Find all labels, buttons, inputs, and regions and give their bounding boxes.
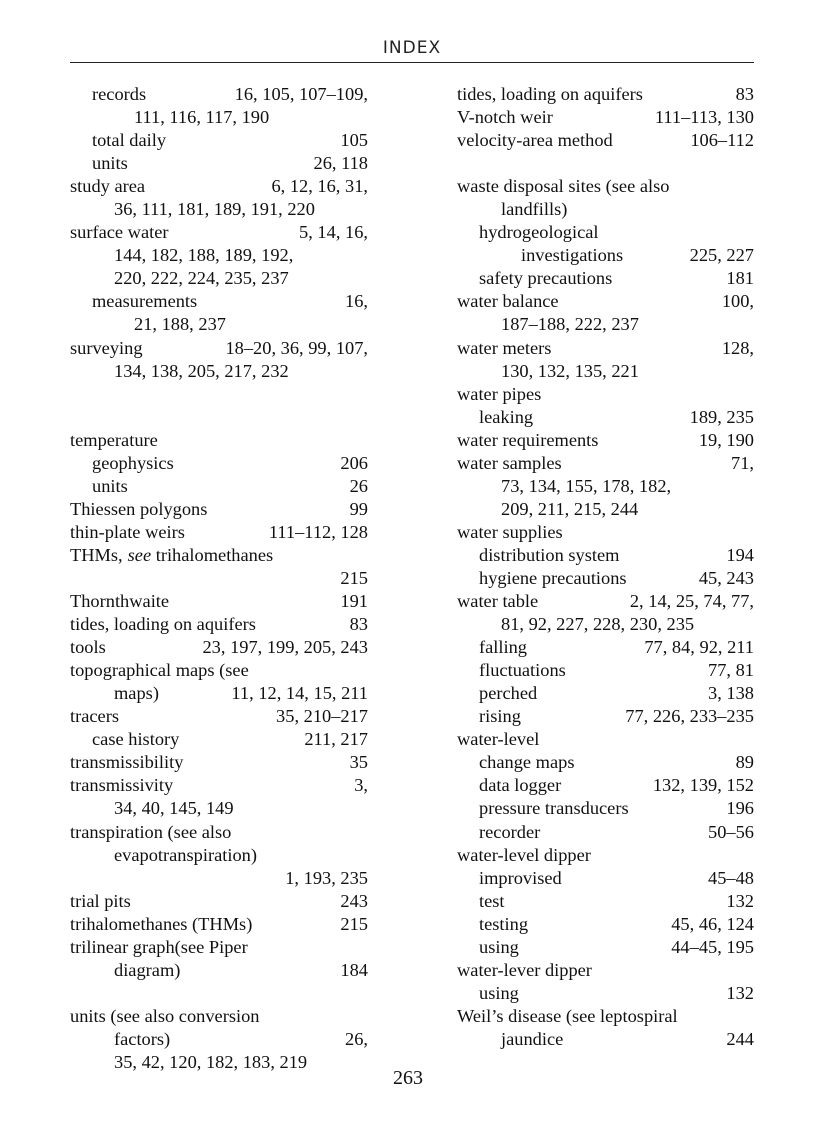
index-term: surface water (70, 222, 169, 243)
index-term: tides, loading on aquifers (70, 614, 256, 635)
index-entry (457, 1005, 754, 1028)
index-term: hygiene precautions (479, 567, 627, 588)
index-text: 130, 132, 135, 221 (501, 360, 639, 381)
index-entry (457, 867, 754, 890)
index-page-refs: 16, (345, 291, 368, 312)
index-text: transpiration (see also (70, 821, 232, 842)
index-entry (457, 383, 754, 406)
index-term: tides, loading on aquifers (457, 84, 643, 104)
index-term: rising (479, 706, 521, 727)
index-entry (457, 429, 754, 452)
index-entry (70, 290, 368, 313)
index-page-refs: 50–56 (708, 821, 754, 842)
index-text: water-level (457, 729, 540, 750)
index-page-refs: 23, 197, 199, 205, 243 (202, 637, 368, 658)
index-entry (457, 682, 754, 705)
index-entry (457, 959, 754, 982)
see-reference: see (127, 544, 152, 565)
index-entry (70, 797, 368, 820)
index-page-refs: 211, 217 (304, 729, 368, 750)
index-term: water table (457, 591, 539, 612)
index-entry (70, 590, 368, 613)
index-page-refs: 11, 12, 14, 15, 211 (231, 683, 368, 704)
index-column-right (457, 83, 754, 1051)
index-term: Thornthwaite (70, 591, 170, 612)
index-entry (457, 475, 754, 498)
index-entry (457, 175, 754, 198)
index-term: test (479, 890, 505, 911)
index-entry (457, 406, 754, 429)
index-page-refs: 2, 14, 25, 74, 77, (629, 591, 754, 612)
index-page-refs: 243 (340, 890, 368, 911)
index-page-refs: 77, 84, 92, 211 (644, 637, 754, 658)
index-entry (457, 221, 754, 244)
index-term: transmissibility (70, 752, 184, 773)
index-term: distribution system (479, 544, 620, 565)
index-entry (457, 129, 754, 152)
index-page-refs: 45–48 (708, 867, 754, 888)
index-page-refs: 215 (340, 913, 368, 934)
index-page-refs: 1, 193, 235 (285, 867, 368, 888)
index-entry (457, 728, 754, 751)
index-term: water balance (457, 291, 559, 312)
index-text: units (see also conversion (70, 1005, 260, 1026)
index-entry (457, 1028, 754, 1051)
index-page-refs: 26, (345, 1028, 368, 1049)
index-entry (70, 821, 368, 844)
index-text: topographical maps (see (70, 660, 249, 681)
index-entry (457, 821, 754, 844)
index-page-refs: 194 (726, 544, 754, 565)
index-page-refs: 45, 46, 124 (671, 913, 754, 934)
index-page-refs: 100, (721, 291, 754, 312)
index-entry (457, 636, 754, 659)
index-page-refs: 244 (726, 1028, 754, 1049)
index-page-refs: 89 (735, 752, 754, 773)
index-text: Weil’s disease (see leptospiral (457, 1005, 678, 1026)
index-entry (457, 567, 754, 590)
index-page-refs: 71, (731, 452, 754, 473)
index-page-refs: 132 (726, 890, 754, 911)
index-entry (457, 244, 754, 267)
index-entry (70, 636, 368, 659)
index-term: diagram) (114, 959, 181, 980)
index-entry (457, 267, 754, 290)
index-entry (457, 751, 754, 774)
index-page-refs: 83 (735, 84, 754, 104)
index-entry (457, 659, 754, 682)
index-entry (70, 751, 368, 774)
index-page-refs: 19, 190 (698, 429, 754, 450)
index-term: using (479, 982, 519, 1003)
index-page-refs: 35, 210–217 (276, 706, 368, 727)
index-entry (70, 1005, 368, 1028)
index-entry (457, 913, 754, 936)
index-entry (457, 797, 754, 820)
index-term: V-notch weir (457, 107, 553, 128)
index-spacer (70, 383, 368, 406)
index-page-refs: 128, (721, 337, 754, 358)
index-entry (457, 83, 754, 106)
index-entry (457, 521, 754, 544)
index-entry (70, 1028, 368, 1051)
index-page-refs: 77, 81 (708, 660, 754, 681)
index-entry (457, 337, 754, 360)
index-term: tracers (70, 706, 120, 727)
index-page-refs: 18–20, 36, 99, 107, (225, 337, 368, 358)
index-term: falling (479, 637, 528, 658)
index-term: thin-plate weirs (70, 521, 185, 542)
index-page-refs: 45, 243 (698, 567, 754, 588)
index-page-refs: 132 (726, 982, 754, 1003)
index-entry (70, 337, 368, 360)
index-entry (70, 867, 368, 890)
index-term: safety precautions (479, 268, 613, 289)
header-rule (70, 62, 754, 63)
index-text: 134, 138, 205, 217, 232 (114, 360, 289, 381)
index-text: landfills) (501, 199, 568, 220)
index-page-refs: 196 (726, 798, 754, 819)
index-entry (70, 913, 368, 936)
index-entry (457, 452, 754, 475)
running-header: INDEX (382, 38, 442, 58)
index-spacer (457, 152, 754, 175)
index-entry (457, 982, 754, 1005)
index-page-refs: 191 (340, 591, 368, 612)
index-page-refs: 111–112, 128 (268, 521, 368, 542)
index-term: measurements (92, 291, 198, 312)
index-entry (70, 83, 368, 106)
index-term: testing (479, 913, 529, 934)
index-text: water supplies (457, 521, 563, 542)
index-entry (70, 221, 368, 244)
index-term: improvised (479, 867, 562, 888)
index-entry (457, 106, 754, 129)
index-text: temperature (70, 429, 158, 450)
index-term: surveying (70, 337, 143, 358)
index-entry (70, 175, 368, 198)
index-entry (70, 313, 368, 336)
index-entry (457, 590, 754, 613)
index-term: units (92, 153, 128, 174)
index-page-refs: 184 (340, 959, 368, 980)
index-term: pressure transducers (479, 798, 629, 819)
index-term: perched (479, 683, 538, 704)
index-text: 21, 188, 237 (134, 314, 226, 335)
index-term: THMs, (70, 544, 123, 565)
index-term: study area (70, 176, 146, 197)
index-entry (70, 106, 368, 129)
index-entry (457, 544, 754, 567)
page-number: 263 (393, 1067, 423, 1089)
index-text: water pipes (457, 383, 542, 404)
index-entry (70, 959, 368, 982)
index-term: using (479, 936, 519, 957)
index-entry (457, 705, 754, 728)
index-entry (457, 613, 754, 636)
index-entry (457, 290, 754, 313)
index-page-refs: 206 (340, 452, 368, 473)
index-text: 209, 211, 215, 244 (501, 498, 639, 519)
index-entry (70, 890, 368, 913)
index-page-refs: 111–113, 130 (654, 107, 754, 128)
index-page-refs: 83 (349, 614, 368, 635)
index-page-refs: 181 (726, 268, 754, 289)
index-entry (457, 360, 754, 383)
index-entry (457, 498, 754, 521)
index-text: 187–188, 222, 237 (501, 314, 639, 335)
index-entry (70, 452, 368, 475)
index-entry (457, 774, 754, 797)
index-text: 81, 92, 227, 228, 230, 235 (501, 614, 695, 635)
index-term: water requirements (457, 429, 599, 450)
index-term: jaundice (501, 1028, 564, 1049)
index-entry (457, 313, 754, 336)
index-term: Thiessen polygons (70, 498, 208, 519)
index-spacer (70, 982, 368, 1005)
index-page-refs: 16, 105, 107–109, (234, 84, 368, 104)
index-entry (70, 936, 368, 959)
index-column-left (70, 83, 368, 1074)
index-page-refs: 5, 14, 16, (299, 222, 368, 243)
index-page-refs: 99 (349, 498, 368, 519)
index-entry (70, 774, 368, 797)
index-term: units (92, 475, 128, 496)
index-entry (70, 844, 368, 867)
index-term: factors) (114, 1028, 171, 1049)
index-entry (70, 613, 368, 636)
index-text: waste disposal sites (see also (457, 176, 670, 197)
index-page-refs: 35 (349, 752, 368, 773)
index-entry (70, 129, 368, 152)
index-text: 34, 40, 145, 149 (114, 798, 234, 819)
index-entry (457, 936, 754, 959)
index-entry (457, 198, 754, 221)
index-term: trihalomethanes (THMs) (70, 913, 253, 934)
index-entry (70, 521, 368, 544)
index-term: trial pits (70, 890, 131, 911)
index-entry (70, 544, 368, 567)
index-page-refs: 189, 235 (689, 406, 754, 427)
index-text: 35, 42, 120, 182, 183, 219 (114, 1051, 308, 1072)
index-term: geophysics (92, 452, 174, 473)
index-term: investigations (521, 245, 624, 266)
index-term: maps) (114, 683, 159, 704)
index-term: transmissivity (70, 775, 174, 796)
index-entry (70, 659, 368, 682)
see-target: trihalomethanes (155, 544, 274, 565)
index-page-refs: 77, 226, 233–235 (625, 706, 754, 727)
index-page-refs: 105 (340, 130, 368, 151)
index-page-refs: 44–45, 195 (671, 936, 754, 957)
index-text: 144, 182, 188, 189, 192, (114, 245, 294, 266)
index-text: hydrogeological (479, 222, 599, 243)
index-term: total daily (92, 130, 167, 151)
index-page-refs: 6, 12, 16, 31, (271, 176, 368, 197)
index-entry (457, 890, 754, 913)
index-entry (70, 198, 368, 221)
index-entry (70, 705, 368, 728)
index-text: evapotranspiration) (114, 844, 257, 865)
index-entry (70, 567, 368, 590)
index-page-refs: 3, (354, 775, 368, 796)
index-term: velocity-area method (457, 130, 613, 151)
index-term: records (92, 84, 147, 104)
index-text: trilinear graph(see Piper (70, 936, 248, 957)
index-text: 111, 116, 117, 190 (134, 107, 270, 128)
index-entry (70, 429, 368, 452)
index-text: 220, 222, 224, 235, 237 (114, 268, 289, 289)
index-entry (70, 682, 368, 705)
index-term: water meters (457, 337, 552, 358)
index-page-refs: 132, 139, 152 (652, 775, 754, 796)
index-entry (70, 267, 368, 290)
index-text: 73, 134, 155, 178, 182, (501, 475, 672, 496)
index-page-refs: 3, 138 (708, 683, 754, 704)
index-spacer (70, 406, 368, 429)
index-text: water-level dipper (457, 844, 591, 865)
index-entry (70, 475, 368, 498)
index-entry (70, 152, 368, 175)
index-page-refs: 106–112 (690, 130, 754, 151)
index-entry (70, 498, 368, 521)
index-term: data logger (479, 775, 562, 796)
index-term: recorder (479, 821, 541, 842)
index-page-refs: 26, 118 (313, 153, 368, 174)
index-page-refs: 26 (349, 475, 368, 496)
index-entry (70, 360, 368, 383)
index-term: leaking (479, 406, 534, 427)
index-text: 36, 111, 181, 189, 191, 220 (114, 199, 315, 220)
index-entry (70, 728, 368, 751)
index-text: water-lever dipper (457, 959, 592, 980)
index-term: water samples (457, 452, 562, 473)
index-term: tools (70, 637, 106, 658)
index-entry (457, 844, 754, 867)
index-term: fluctuations (479, 660, 566, 681)
index-page-refs: 225, 227 (689, 245, 754, 266)
index-term: case history (92, 729, 180, 750)
index-term: change maps (479, 752, 575, 773)
index-entry (70, 244, 368, 267)
index-page-refs: 215 (340, 567, 368, 588)
